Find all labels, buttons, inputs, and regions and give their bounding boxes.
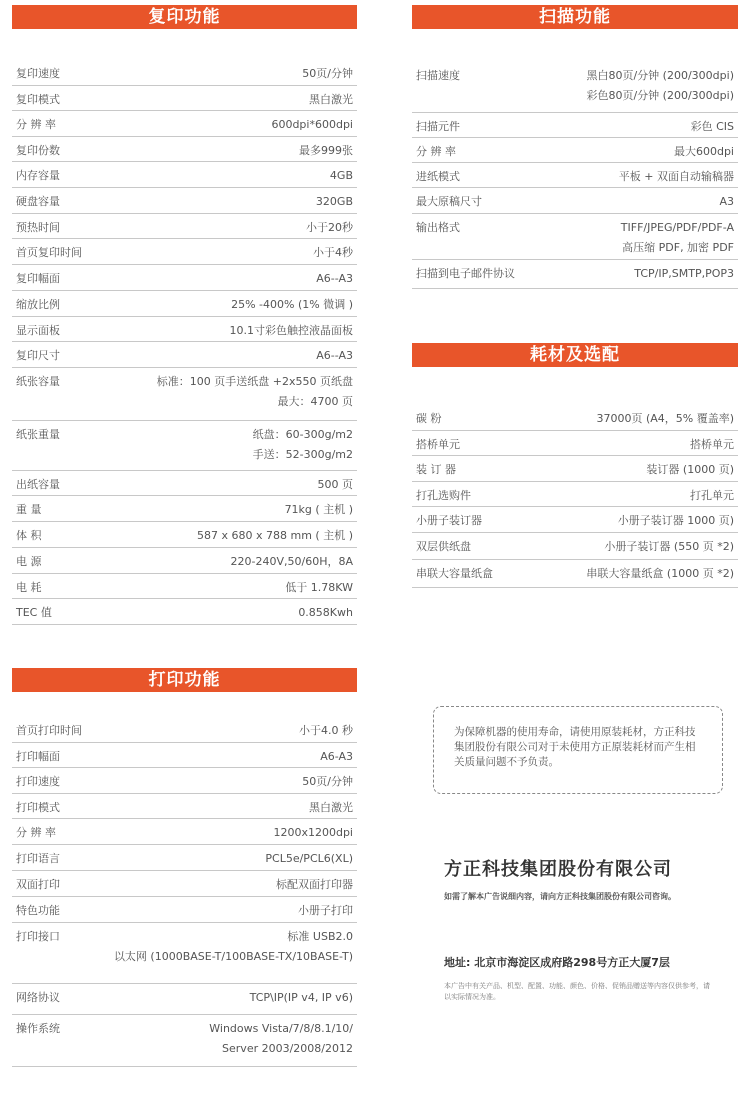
spec-row xyxy=(12,522,357,548)
spec-value-line: 装订器 (1000 页) xyxy=(646,463,734,476)
spec-value-line: 彩色 CIS xyxy=(690,120,734,133)
spec-value-line: 串联大容量纸盒 (1000 页 *2) xyxy=(586,567,734,580)
spec-row xyxy=(12,421,357,471)
spec-row xyxy=(412,138,738,163)
spec-row xyxy=(12,845,357,871)
spec-row xyxy=(12,162,357,188)
spec-label: 电 耗 xyxy=(16,581,42,594)
spec-value-line: Windows Vista/7/8/8.1/10/ xyxy=(209,1022,353,1035)
spec-row xyxy=(412,507,738,533)
spec-value-line: 手送：52-300g/m2 xyxy=(252,448,353,461)
spec-row xyxy=(412,482,738,507)
spec-value-line: PCL5e/PCL6(XL) xyxy=(265,852,353,865)
spec-row xyxy=(12,342,357,368)
spec-label: 首页复印时间 xyxy=(16,246,82,259)
spec-label: 显示面板 xyxy=(16,324,60,337)
spec-value-line: 最大600dpi xyxy=(673,145,734,158)
spec-value-line: 10.1寸彩色触控液晶面板 xyxy=(229,324,353,337)
spec-value xyxy=(634,264,738,284)
spec-row xyxy=(12,291,357,317)
spec-value-line: 纸盘：60-300g/m2 xyxy=(252,428,353,441)
spec-value-line: 搭桥单元 xyxy=(690,438,734,451)
spec-value-line: 以太网 (1000BASE-T/100BASE-TX/10BASE-T) xyxy=(113,950,353,963)
spec-value-line: 小于4秒 xyxy=(313,246,353,259)
spec-label: 双层供纸盘 xyxy=(416,540,471,553)
spec-value xyxy=(596,409,738,429)
spec-value-line: 小册子打印 xyxy=(298,904,353,917)
spec-label: 网络协议 xyxy=(16,991,60,1004)
spec-label: 打印接口 xyxy=(16,930,60,943)
spec-row xyxy=(412,533,738,560)
spec-row xyxy=(12,819,357,845)
spec-row xyxy=(12,743,357,768)
copy-section xyxy=(12,5,357,619)
spec-value-line: 标准：100 页手送纸盘 +2x550 页纸盘 xyxy=(156,375,353,388)
spec-row xyxy=(412,163,738,188)
spec-value-line: A3 xyxy=(719,195,734,208)
spec-value xyxy=(306,218,357,238)
spec-value xyxy=(197,526,357,546)
notice-text: 为保障机器的使用寿命，请使用原装耗材，方正科技集团股份有限公司对于未使用方正原装耗材而产生相关质量问题不予负责。 xyxy=(454,726,696,768)
spec-label: 打印语言 xyxy=(16,852,60,865)
spec-value xyxy=(276,875,357,895)
spec-value xyxy=(604,537,738,557)
spec-row xyxy=(12,794,357,819)
spec-label: 装 订 器 xyxy=(416,463,456,476)
spec-label: 预热时间 xyxy=(16,221,60,234)
spec-label: 串联大容量纸盒 xyxy=(416,567,493,580)
spec-row xyxy=(12,471,357,496)
spec-value xyxy=(250,988,357,1008)
spec-value-line: 600dpi*600dpi xyxy=(271,118,353,131)
spec-row xyxy=(12,923,357,984)
spec-value xyxy=(691,117,738,137)
spec-value-line: 标配双面打印器 xyxy=(276,878,353,891)
spec-value xyxy=(231,295,357,315)
spec-value xyxy=(285,578,357,598)
spec-row xyxy=(12,368,357,421)
spec-label: 扫描速度 xyxy=(416,69,460,82)
spec-label: 双面打印 xyxy=(16,878,60,891)
spec-label: 复印幅面 xyxy=(16,272,60,285)
spec-row xyxy=(412,405,738,431)
spec-value-line: TIFF/JPEG/PDF/PDF-A xyxy=(620,221,734,234)
spec-row xyxy=(12,496,357,522)
spec-label: 打印速度 xyxy=(16,775,60,788)
spec-value xyxy=(271,115,357,135)
spec-value-line: A6--A3 xyxy=(316,272,353,285)
company-name: 方正科技集团股份有限公司 xyxy=(444,859,672,880)
company-note: 如需了解本广告说细内容，请向方正科技集团股份有限公司咨询。 xyxy=(444,892,676,901)
spec-value xyxy=(586,564,738,584)
spec-value-line: 0.858Kwh xyxy=(298,606,353,619)
spec-label: 纸张容量 xyxy=(16,375,60,388)
spec-label: 体 积 xyxy=(16,529,42,542)
spec-value-line: 小于20秒 xyxy=(306,221,353,234)
spec-value xyxy=(230,321,358,341)
spec-value xyxy=(316,192,357,212)
spec-label: TEC 值 xyxy=(16,606,52,619)
spec-label: 复印份数 xyxy=(16,144,60,157)
spec-value xyxy=(316,346,357,366)
spec-label: 分 辨 率 xyxy=(16,118,56,131)
spec-value xyxy=(157,372,357,412)
spec-value xyxy=(309,798,357,818)
spec-value xyxy=(302,772,357,792)
company-fine-print: 本广告中有关产品、机型、配置、功能、颜色、价格、促销品赠送等内容仅供参考，请以实际情况为准。 xyxy=(444,982,710,1001)
spec-value xyxy=(316,269,357,289)
spec-value-line: 500 页 xyxy=(317,478,353,491)
spec-value xyxy=(298,901,357,921)
spec-value-line: 71kg ( 主机 ) xyxy=(284,503,353,516)
consumables-section xyxy=(412,343,738,580)
spec-value-line: A6--A3 xyxy=(316,349,353,362)
spec-label: 电 源 xyxy=(16,555,42,568)
spec-row xyxy=(12,768,357,794)
spec-value xyxy=(231,552,357,572)
spec-row xyxy=(12,188,357,214)
spec-value-line: 最多999张 xyxy=(299,144,353,157)
spec-row xyxy=(12,239,357,265)
spec-value-line: 587 x 680 x 788 mm ( 主机 ) xyxy=(197,529,353,542)
spec-label: 复印模式 xyxy=(16,93,60,106)
spec-row xyxy=(12,1015,357,1067)
spec-row xyxy=(412,260,738,289)
spec-value xyxy=(318,475,358,495)
spec-value-line: 低于 1.78KW xyxy=(285,581,353,594)
spec-value xyxy=(309,90,357,110)
spec-label: 扫描到电子邮件协议 xyxy=(416,267,515,280)
spec-value-line: Server 2003/2008/2012 xyxy=(222,1042,353,1055)
spec-value-line: 标准 USB2.0 xyxy=(287,930,353,943)
spec-row xyxy=(12,111,357,137)
spec-value xyxy=(265,849,357,869)
spec-value-line: 37000页 (A4，5% 覆盖率) xyxy=(596,412,734,425)
spec-value xyxy=(719,192,738,212)
spec-row xyxy=(12,137,357,162)
spec-value xyxy=(114,927,357,967)
spec-value-line: 小册子装订器 (550 页 *2) xyxy=(604,540,734,553)
spec-value-line: A6-A3 xyxy=(320,750,353,763)
spec-row xyxy=(412,113,738,138)
spec-row xyxy=(12,871,357,897)
spec-label: 纸张重量 xyxy=(16,428,60,441)
consumables-section-title: 耗材及选配 xyxy=(412,343,738,367)
spec-label: 打印模式 xyxy=(16,801,60,814)
spec-value-line: 最大：4700 页 xyxy=(277,395,353,408)
spec-row xyxy=(12,60,357,86)
spec-row xyxy=(412,431,738,456)
spec-value xyxy=(619,167,738,187)
spec-value-line: TCP/IP,SMTP,POP3 xyxy=(634,267,734,280)
spec-row xyxy=(12,599,357,625)
spec-value-line: 小于4.0 秒 xyxy=(299,724,353,737)
spec-value-line: 4GB xyxy=(329,169,353,182)
spec-row xyxy=(12,897,357,923)
spec-value-line: 小册子装订器 1000 页) xyxy=(617,514,734,527)
scan-section-title: 扫描功能 xyxy=(412,5,738,29)
spec-row xyxy=(412,188,738,214)
spec-label: 进纸模式 xyxy=(416,170,460,183)
spec-row xyxy=(12,717,357,743)
spec-label: 搭桥单元 xyxy=(416,438,460,451)
spec-value xyxy=(320,747,357,767)
spec-value-line: 220-240V,50/60H，8A xyxy=(230,555,353,568)
print-section-title: 打印功能 xyxy=(12,668,357,692)
scan-section xyxy=(412,5,738,280)
spec-value-line: 黑白激光 xyxy=(309,93,353,106)
spec-value xyxy=(313,243,357,263)
spec-row xyxy=(412,62,738,113)
spec-value xyxy=(299,721,357,741)
spec-label: 扫描元件 xyxy=(416,120,460,133)
spec-label: 分 辨 率 xyxy=(416,145,456,158)
spec-value-line: 黑白激光 xyxy=(309,801,353,814)
spec-value-line: 50页/分钟 xyxy=(302,67,353,80)
spec-value xyxy=(674,142,738,162)
spec-row xyxy=(12,214,357,239)
spec-value-line: 25% -400% (1% 微调 ) xyxy=(231,298,353,311)
spec-value-line: 50页/分钟 xyxy=(302,775,353,788)
spec-label: 复印尺寸 xyxy=(16,349,60,362)
spec-row xyxy=(12,548,357,574)
spec-row xyxy=(12,265,357,291)
spec-value xyxy=(586,66,738,106)
spec-value-line: TCP\IP(IP v4, IP v6) xyxy=(249,991,353,1004)
spec-value xyxy=(618,511,738,531)
spec-label: 打印幅面 xyxy=(16,750,60,763)
spec-value-line: 高压缩 PDF, 加密 PDF xyxy=(622,241,734,254)
spec-value xyxy=(253,425,357,465)
spec-value xyxy=(621,218,738,258)
company-address: 地址: 北京市海淀区成府路298号方正大厦7层 xyxy=(444,956,670,969)
spec-label: 碳 粉 xyxy=(416,412,442,425)
spec-label: 小册子装订器 xyxy=(416,514,482,527)
spec-value xyxy=(646,460,738,480)
notice-box xyxy=(433,706,723,794)
spec-row xyxy=(412,560,738,588)
spec-label: 出纸容量 xyxy=(16,478,60,491)
spec-value xyxy=(298,603,357,623)
spec-value-line: 黑白80页/分钟 (200/300dpi) xyxy=(586,69,734,82)
spec-label: 硬盘容量 xyxy=(16,195,60,208)
spec-label: 缩放比例 xyxy=(16,298,60,311)
spec-value xyxy=(299,141,357,161)
print-section xyxy=(12,668,357,1055)
spec-row xyxy=(12,317,357,342)
spec-row xyxy=(12,86,357,111)
spec-value xyxy=(273,823,357,843)
spec-label: 重 量 xyxy=(16,503,42,516)
spec-value xyxy=(209,1019,357,1059)
spec-label: 特色功能 xyxy=(16,904,60,917)
spec-value-line: 彩色80页/分钟 (200/300dpi) xyxy=(586,89,734,102)
spec-row xyxy=(412,214,738,260)
spec-row xyxy=(412,456,738,482)
spec-label: 首页打印时间 xyxy=(16,724,82,737)
spec-value-line: 1200x1200dpi xyxy=(273,826,353,839)
spec-value-line: 320GB xyxy=(315,195,353,208)
spec-label: 最大原稿尺寸 xyxy=(416,195,482,208)
spec-value xyxy=(330,166,357,186)
spec-value xyxy=(690,486,738,506)
copy-section-title: 复印功能 xyxy=(12,5,357,29)
spec-value xyxy=(690,435,738,455)
spec-value-line: 打孔单元 xyxy=(690,489,734,502)
spec-value xyxy=(302,64,357,84)
spec-label: 输出格式 xyxy=(416,221,460,234)
spec-value-line: 平板 + 双面自动输稿器 xyxy=(618,170,734,183)
spec-label: 内存容量 xyxy=(16,169,60,182)
spec-value xyxy=(285,500,357,520)
spec-label: 打孔选购件 xyxy=(416,489,471,502)
spec-row xyxy=(12,984,357,1015)
spec-label: 复印速度 xyxy=(16,67,60,80)
spec-label: 分 辨 率 xyxy=(16,826,56,839)
spec-label: 操作系统 xyxy=(16,1022,60,1035)
spec-row xyxy=(12,574,357,599)
